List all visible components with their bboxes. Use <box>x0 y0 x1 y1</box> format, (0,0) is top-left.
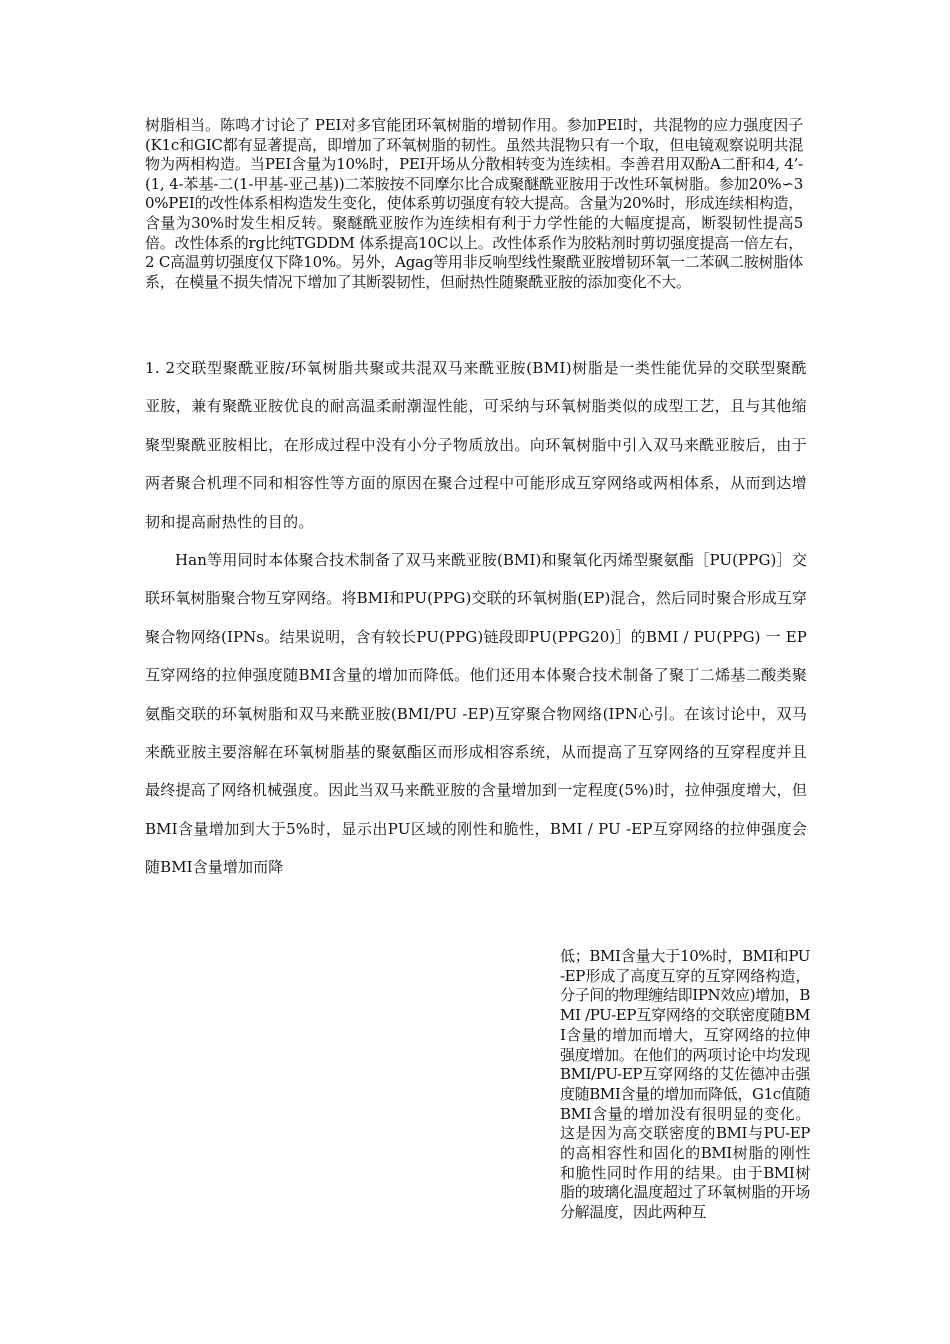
paragraph-crosslinked-polyimide: 1. 2交联型聚酰亚胺/环氧树脂共聚或共混双马来酰亚胺(BMI)树脂是一类性能优异的交联型聚酰亚胺，兼有聚酰亚胺优良的耐高温柔耐潮湿性能，可采纳与环氧树脂类似的成型工艺，且与其他缩聚型聚酰亚胺相比，在形成过程中没有小分子物质放出。向环氧树脂中引入双马来酰亚胺后，由于两者聚合机理不同和相容性等方面的原因在聚合过程中可能形成互穿网络或两相体系，从而到达增韧和提高耐热性的目的。 <box>145 359 807 531</box>
paragraph-pei-toughening: 树脂相当。陈鸣才讨论了 PEI对多官能团环氧树脂的增韧作用。参加PEI时，共混物的应力强度因子(K1c和GIC都有显著提高，即增加了环氧树脂的韧性。虽然共混物只有一个取，但电镜观察说明共混物为两相构造。当PEI含量为10%时，PEI开场从分散相转变为连续相。李善君用双酚A二酐和4, 4’-(1, 4-苯基-二(1-甲基-亚己基))二苯胺按不同摩尔比合成聚醚酰亚胺用于改性环氧树脂。参加20%∽30%PEI的改性体系相构造发生变化，使体系剪切强度有较大提高。含量为20%时，形成连续相构造，含量为30%时发生相反转。聚醚酰亚胺作为连续相有利于力学性能的大幅度提高，断裂韧性提高5倍。改性体系的rg比纯TGDDM 体系提高10C以上。改性体系作为胶粘剂时剪切强度提高一倍左右，2 C高温剪切强度仅下降10%。另外，Agag等用非反响型线性聚酰亚胺增韧环氧一二苯砜二胺树脂体系，在模量不损失情况下增加了其断裂韧性，但耐热性随聚酰亚胺的添加变化不大。 <box>145 116 803 291</box>
paragraph-bmi-continuation: 低；BMI含量大于10%时，BMI和PU-EP形成了高度互穿的互穿网络构造，分子间的物理缠结即IPN效应)增加，BMI /PU-EP互穿网络的交联密度随BMI含量的增加而增大，互穿网络的拉伸强度增加。在他们的两项讨论中均发现BMI/PU-EP互穿网络的艾佐德冲击强度随BMI含量的增加而降低，G1c值随BMI含量的增加没有很明显的变化。这是因为高交联密度的BMI与PU-EP的高相容性和固化的BMI树脂的刚性和脆性同时作用的结果。由于BMI树脂的玻璃化温度超过了环氧树脂的开场分解温度，因此两种互 <box>560 947 810 1222</box>
paragraph-han-ipn-study: Han等用同时本体聚合技术制备了双马来酰亚胺(BMI)和聚氧化丙烯型聚氨酯［PU(PPG)］交联环氧树脂聚合物互穿网络。将BMI和PU(PPG)交联的环氧树脂(EP)混合，然后同时聚合形成互穿聚合物网络(IPNs。结果说明，含有较长PU(PPG)链段即PU(PPG20)］的BMI / PU(PPG) 一 EP互穿网络的拉伸强度随BMI含量的增加而降低。他们还用本体聚合技术制备了聚丁二烯基二酸类聚氨酯交联的环氧树脂和双马来酰亚胺(BMI/PU -EP)互穿聚合物网络(IPN心引。在该讨论中，双马来酰亚胺主要溶解在环氧树脂基的聚氨酯区而形成相容系统，从而提高了互穿网络的互穿程度并且最终提高了网络机械强度。因此当双马来酰亚胺的含量增加到一定程度(5%)时，拉伸强度增大，但BMI含量增加到大于5%时，显示出PU区域的刚性和脆性，BMI / PU -EP互穿网络的拉伸强度会随BMI含量增加而降 <box>145 551 807 877</box>
